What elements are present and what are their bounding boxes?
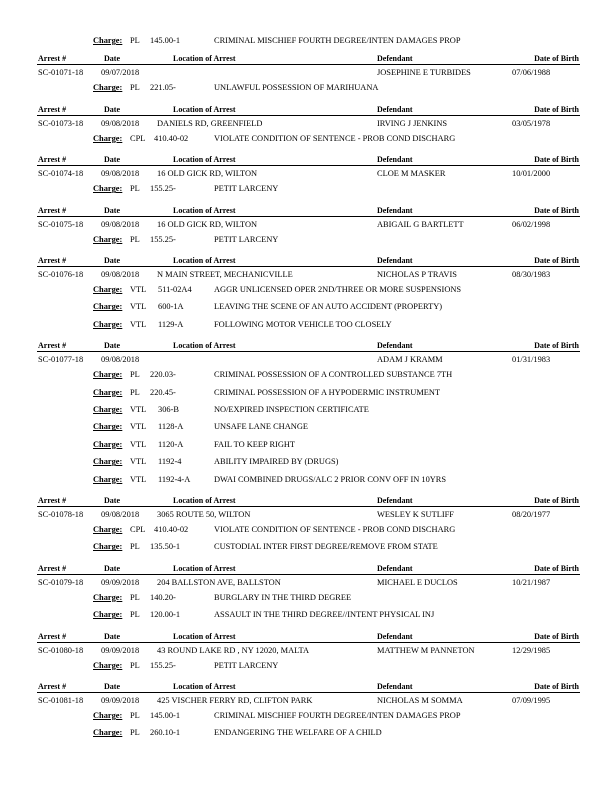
- charge-description: ASSAULT IN THE THIRD DEGREE//INTENT PHYSICAL INJ: [214, 610, 435, 620]
- charge-description: ENDANGERING THE WELFARE OF A CHILD: [214, 728, 382, 738]
- arrest-number: SC-01079-18: [38, 577, 84, 587]
- defendant-dob: 01/31/1983: [512, 355, 551, 365]
- charge-law: PL: [130, 728, 140, 738]
- charge-section: 600-1A: [158, 302, 184, 312]
- charge-law: VTL: [130, 285, 147, 294]
- charge-label: Charge:: [93, 133, 123, 143]
- col-header-arrest: Arrest #: [38, 54, 67, 64]
- arrest-date: 09/08/2018: [101, 219, 140, 229]
- arrest-number: SC-01080-18: [38, 645, 84, 655]
- col-header-dob: Date of Birth: [534, 54, 579, 64]
- charge-line: [93, 592, 352, 602]
- charge-law: PL: [130, 592, 140, 602]
- defendant-dob: 03/05/1978: [512, 118, 551, 128]
- charge-law: PL: [130, 660, 140, 670]
- charge-section: 221.05-: [150, 83, 176, 93]
- col-header-date: Date: [104, 205, 120, 215]
- charge-section: 155.25-: [150, 234, 176, 244]
- col-header-dob: Date of Birth: [534, 563, 579, 573]
- charge-description: AGGR UNLICENSED OPER 2ND/THREE OR MORE SUSPENSIONS: [214, 285, 462, 294]
- arrest-date: 09/08/2018: [101, 355, 140, 365]
- col-header-date: Date: [104, 563, 120, 573]
- charge-section: 155.25-: [150, 184, 176, 194]
- charge-label: Charge:: [93, 184, 123, 194]
- charge-law: PL: [130, 83, 140, 93]
- col-header-dob: Date of Birth: [534, 205, 579, 215]
- col-header-arrest: Arrest #: [38, 563, 67, 573]
- charge-section: 135.50-1: [150, 542, 181, 552]
- col-header-location: Location of Arrest: [173, 496, 236, 505]
- charge-line: [93, 370, 453, 380]
- charge-description: NO/EXPIRED INSPECTION CERTIFICATE: [214, 405, 369, 414]
- arrest-location: 425 VISCHER FERRY RD, CLIFTON PARK: [157, 696, 313, 705]
- arrest-date: 09/08/2018: [101, 169, 140, 179]
- col-header-defendant: Defendant: [377, 54, 413, 64]
- arrest-date: 09/09/2018: [101, 577, 140, 587]
- header-rule: [37, 64, 580, 65]
- arrest-date: 09/09/2018: [101, 645, 140, 655]
- arrest-number: SC-01077-18: [38, 355, 84, 365]
- charge-description: PETIT LARCENY: [214, 184, 279, 194]
- charge-line: [93, 36, 461, 45]
- charge-section: 140.20-: [150, 592, 176, 602]
- charge-law: PL: [130, 711, 140, 720]
- arrest-number: SC-01073-18: [38, 118, 84, 128]
- charge-description: UNLAWFUL POSSESSION OF MARIHUANA: [214, 83, 379, 93]
- charge-section: 145.00-1: [150, 711, 181, 720]
- charge-line: [93, 525, 456, 534]
- col-header-defendant: Defendant: [377, 256, 413, 265]
- defendant-name: ABIGAIL G BARTLETT: [377, 219, 464, 229]
- defendant-name: NICHOLAS P TRAVIS: [377, 270, 457, 279]
- charge-label: Charge:: [93, 36, 123, 45]
- defendant-name: ADAM J KRAMM: [377, 355, 443, 365]
- charge-line: [93, 285, 462, 294]
- charge-label: Charge:: [93, 457, 123, 467]
- arrest-location: 3065 ROUTE 50, WILTON: [157, 510, 251, 519]
- header-rule: [37, 574, 580, 575]
- arrest-location: 204 BALLSTON AVE, BALLSTON: [157, 577, 281, 587]
- arrest-date: 09/08/2018: [101, 118, 140, 128]
- charge-law: PL: [130, 370, 140, 380]
- charge-law: CPL: [130, 133, 146, 143]
- charge-description: FAIL TO KEEP RIGHT: [214, 439, 296, 449]
- charge-description: VIOLATE CONDITION OF SENTENCE - PROB COND DISCHARG: [214, 525, 456, 534]
- col-header-arrest: Arrest #: [38, 682, 67, 691]
- charge-label: Charge:: [93, 387, 123, 397]
- col-header-date: Date: [104, 496, 120, 505]
- col-header-date: Date: [104, 256, 120, 265]
- col-header-location: Location of Arrest: [173, 205, 236, 215]
- charge-description: CUSTODIAL INTER FIRST DEGREE/REMOVE FROM STATE: [214, 542, 438, 552]
- charge-section: 220.45-: [150, 387, 176, 397]
- charge-line: [93, 422, 308, 432]
- header-rule: [37, 165, 580, 166]
- charge-label: Charge:: [93, 610, 123, 620]
- charge-line: [93, 184, 279, 194]
- arrest-number: SC-01075-18: [38, 219, 84, 229]
- charge-label: Charge:: [93, 474, 123, 484]
- defendant-dob: 10/01/2000: [512, 169, 551, 179]
- charge-law: VTL: [130, 319, 147, 329]
- col-header-location: Location of Arrest: [173, 341, 236, 351]
- charge-description: DWAI COMBINED DRUGS/ALC 2 PRIOR CONV OFF IN 10YRS: [214, 474, 447, 484]
- charge-line: [93, 83, 379, 93]
- charge-label: Charge:: [93, 422, 123, 432]
- col-header-arrest: Arrest #: [38, 341, 67, 351]
- col-header-date: Date: [104, 682, 120, 691]
- defendant-name: WESLEY K SUTLIFF: [377, 510, 454, 519]
- charge-line: [93, 133, 456, 143]
- charge-description: CRIMINAL MISCHIEF FOURTH DEGREE/INTEN DAMAGES PROP: [214, 36, 461, 45]
- charge-label: Charge:: [93, 439, 123, 449]
- col-header-location: Location of Arrest: [173, 155, 236, 165]
- defendant-name: NICHOLAS M SOMMA: [377, 696, 463, 705]
- charge-line: [93, 234, 279, 244]
- defendant-name: IRVING J JENKINS: [377, 118, 448, 128]
- arrest-number: SC-01078-18: [38, 510, 84, 519]
- col-header-defendant: Defendant: [377, 341, 413, 351]
- charge-law: PL: [130, 36, 140, 45]
- charge-law: PL: [130, 542, 140, 552]
- charge-law: PL: [130, 184, 140, 194]
- charge-section: 1129-A: [158, 319, 184, 329]
- defendant-dob: 10/21/1987: [512, 577, 551, 587]
- charge-line: [93, 728, 382, 738]
- charge-section: 1192-4-A: [158, 474, 191, 484]
- col-header-arrest: Arrest #: [38, 155, 67, 165]
- arrest-number: SC-01081-18: [38, 696, 84, 705]
- charge-section: 306-B: [158, 405, 179, 414]
- header-rule: [37, 642, 580, 643]
- charge-label: Charge:: [93, 525, 123, 534]
- charge-label: Charge:: [93, 234, 123, 244]
- charge-label: Charge:: [93, 542, 123, 552]
- charge-law: VTL: [130, 474, 147, 484]
- defendant-dob: 12/29/1985: [512, 645, 551, 655]
- charge-line: [93, 711, 461, 720]
- header-rule: [37, 266, 580, 267]
- charge-description: CRIMINAL MISCHIEF FOURTH DEGREE/INTEN DAMAGES PROP: [214, 711, 461, 720]
- arrest-date: 09/08/2018: [101, 510, 140, 519]
- charge-section: 155.25-: [150, 660, 176, 670]
- col-header-arrest: Arrest #: [38, 631, 67, 641]
- charge-section: 260.10-1: [150, 728, 181, 738]
- charge-description: VIOLATE CONDITION OF SENTENCE - PROB COND DISCHARG: [214, 133, 456, 143]
- charge-section: 410.40-02: [154, 525, 189, 534]
- col-header-arrest: Arrest #: [38, 104, 67, 114]
- arrest-number: SC-01071-18: [38, 68, 84, 78]
- arrest-location: 43 ROUND LAKE RD , NY 12020, MALTA: [157, 645, 310, 655]
- col-header-defendant: Defendant: [377, 496, 413, 505]
- defendant-dob: 07/09/1995: [512, 696, 551, 705]
- col-header-date: Date: [104, 155, 120, 165]
- col-header-date: Date: [104, 341, 120, 351]
- charge-section: 1128-A: [158, 422, 184, 432]
- col-header-location: Location of Arrest: [173, 631, 236, 641]
- charge-label: Charge:: [93, 83, 123, 93]
- header-rule: [37, 506, 580, 507]
- charge-section: 410.40-02: [154, 133, 189, 143]
- charge-section: 220.03-: [150, 370, 176, 380]
- col-header-location: Location of Arrest: [173, 54, 236, 64]
- charge-description: UNSAFE LANE CHANGE: [214, 422, 308, 432]
- charge-label: Charge:: [93, 592, 123, 602]
- arrest-location: N MAIN STREET, MECHANICVILLE: [157, 270, 293, 279]
- defendant-dob: 08/20/1977: [512, 510, 551, 519]
- col-header-defendant: Defendant: [377, 682, 413, 691]
- charge-description: PETIT LARCENY: [214, 660, 279, 670]
- arrest-location: DANIELS RD, GREENFIELD: [157, 118, 263, 128]
- charge-law: PL: [130, 387, 140, 397]
- charge-section: 145.00-1: [150, 36, 181, 45]
- col-header-defendant: Defendant: [377, 563, 413, 573]
- col-header-location: Location of Arrest: [173, 563, 236, 573]
- charge-label: Charge:: [93, 370, 123, 380]
- col-header-dob: Date of Birth: [534, 631, 579, 641]
- header-rule: [37, 351, 580, 352]
- arrest-location: 16 OLD GICK RD, WILTON: [157, 219, 258, 229]
- arrest-number: SC-01074-18: [38, 169, 84, 179]
- charge-line: [93, 610, 435, 620]
- col-header-date: Date: [104, 104, 120, 114]
- col-header-dob: Date of Birth: [534, 682, 579, 691]
- charge-line: [93, 474, 447, 484]
- defendant-dob: 06/02/1998: [512, 219, 551, 229]
- charge-section: 1192-4: [158, 457, 182, 467]
- col-header-location: Location of Arrest: [173, 682, 236, 691]
- charge-law: PL: [130, 610, 140, 620]
- defendant-name: CLOE M MASKER: [377, 169, 446, 179]
- charge-label: Charge:: [93, 711, 123, 720]
- col-header-dob: Date of Birth: [534, 104, 579, 114]
- defendant-name: MICHAEL E DUCLOS: [377, 577, 458, 587]
- charge-law: VTL: [130, 422, 147, 432]
- charge-line: [93, 439, 296, 449]
- col-header-dob: Date of Birth: [534, 256, 579, 265]
- charge-section: 120.00-1: [150, 610, 181, 620]
- charge-description: ABILITY IMPAIRED BY (DRUGS): [214, 457, 339, 467]
- charge-line: [93, 660, 279, 670]
- charge-line: [93, 457, 339, 467]
- col-header-defendant: Defendant: [377, 631, 413, 641]
- charge-law: CPL: [130, 525, 146, 534]
- header-rule: [37, 216, 580, 217]
- charge-section: 511-02A4: [158, 285, 192, 294]
- col-header-defendant: Defendant: [377, 104, 413, 114]
- charge-label: Charge:: [93, 660, 123, 670]
- charge-description: BURGLARY IN THE THIRD DEGREE: [214, 592, 352, 602]
- col-header-dob: Date of Birth: [534, 341, 579, 351]
- col-header-location: Location of Arrest: [173, 256, 236, 265]
- defendant-dob: 08/30/1983: [512, 270, 551, 279]
- col-header-arrest: Arrest #: [38, 496, 67, 505]
- charge-line: [93, 319, 392, 329]
- charge-line: [93, 387, 441, 397]
- charge-label: Charge:: [93, 405, 123, 414]
- charge-law: VTL: [130, 302, 147, 312]
- charge-law: VTL: [130, 405, 147, 414]
- charge-label: Charge:: [93, 728, 123, 738]
- arrest-location: 16 OLD GICK RD, WILTON: [157, 169, 258, 179]
- charge-label: Charge:: [93, 302, 123, 312]
- arrest-date: 09/09/2018: [101, 696, 140, 705]
- col-header-defendant: Defendant: [377, 205, 413, 215]
- charge-label: Charge:: [93, 319, 123, 329]
- col-header-dob: Date of Birth: [534, 496, 579, 505]
- arrest-date: 09/08/2018: [101, 270, 140, 279]
- defendant-dob: 07/06/1988: [512, 68, 551, 78]
- charge-description: FOLLOWING MOTOR VEHICLE TOO CLOSELY: [214, 319, 392, 329]
- defendant-name: MATTHEW M PANNETON: [377, 645, 475, 655]
- charge-description: PETIT LARCENY: [214, 234, 279, 244]
- charge-description: LEAVING THE SCENE OF AN AUTO ACCIDENT (PROPERTY): [214, 302, 443, 312]
- charge-law: VTL: [130, 439, 147, 449]
- col-header-defendant: Defendant: [377, 155, 413, 165]
- charge-description: CRIMINAL POSSESSION OF A CONTROLLED SUBSTANCE 7TH: [214, 370, 453, 380]
- header-rule: [37, 115, 580, 116]
- arrest-number: SC-01076-18: [38, 270, 84, 279]
- col-header-date: Date: [104, 54, 120, 64]
- charge-line: [93, 302, 443, 312]
- col-header-arrest: Arrest #: [38, 205, 67, 215]
- header-rule: [37, 692, 580, 693]
- defendant-name: JOSEPHINE E TURBIDES: [377, 68, 471, 78]
- charge-line: [93, 542, 438, 552]
- col-header-location: Location of Arrest: [173, 104, 236, 114]
- col-header-date: Date: [104, 631, 120, 641]
- col-header-arrest: Arrest #: [38, 256, 67, 265]
- charge-line: [93, 405, 369, 414]
- charge-law: VTL: [130, 457, 147, 467]
- charge-label: Charge:: [93, 285, 123, 294]
- arrest-date: 09/07/2018: [101, 68, 140, 78]
- charge-section: 1120-A: [158, 439, 184, 449]
- col-header-dob: Date of Birth: [534, 155, 579, 165]
- charge-description: CRIMINAL POSSESSION OF A HYPODERMIC INSTRUMENT: [214, 387, 441, 397]
- charge-law: PL: [130, 234, 140, 244]
